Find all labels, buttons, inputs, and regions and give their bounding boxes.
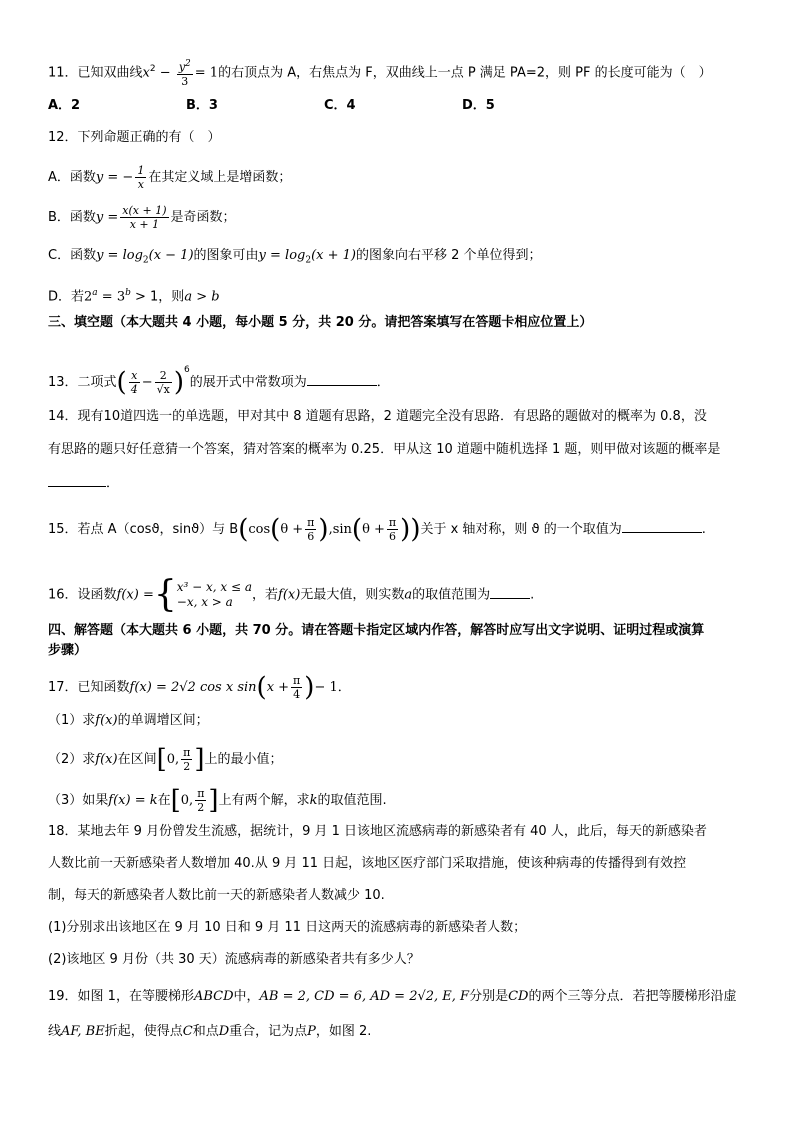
q15-post: 关于 x 轴对称，则 ϑ 的一个取值为 <box>420 522 622 537</box>
q12-c-f1: y = log <box>96 248 143 263</box>
q15-rparen-2: ) <box>400 514 411 545</box>
q19-and: 和点 <box>192 1024 219 1039</box>
q17-p3-rbracket: ] <box>208 785 219 816</box>
q17-p3-lbracket: [ <box>170 785 181 816</box>
q17-frac <box>291 674 302 701</box>
q11-x: x <box>142 65 150 81</box>
q19-l1-post: 的两个三等分点．若把等腰梯形沿虚 <box>528 989 737 1004</box>
q18-line-2: 人数比前一天新感染者人数增加 40.从 9 月 11 日起，该地区医疗部门采取措施，使该种病毒的传播得到有效控 <box>48 856 687 871</box>
q15-sin: sin <box>332 522 352 537</box>
q19-d: D <box>218 1024 230 1039</box>
q17-p2-f: f(x) <box>95 752 118 767</box>
q12-a-frac <box>135 164 146 191</box>
q19-p: P <box>307 1024 316 1039</box>
q12-a-post: 在其定义域上是增函数； <box>148 170 292 185</box>
q15-pi-2: π <box>388 516 397 529</box>
q12-d-a: a <box>92 288 98 298</box>
q14-line-2: 有思路的题只好任意猜一个答案，猜对答案的概率为 0.25．甲从这 10 道题中随机选择 1 题，则甲做对该题的概率是 <box>48 442 721 457</box>
q19-l1-mid2: 分别是 <box>469 989 509 1004</box>
q19-l2-pre: 线 <box>48 1024 62 1039</box>
q16-case-2: −x, x > a <box>176 595 233 609</box>
q17-p3-mid: 在 <box>157 793 171 808</box>
q11-option-b: B．3 <box>186 98 218 113</box>
q13-rparen: ) <box>173 367 184 398</box>
q15-lparen-outer: ( <box>238 514 249 545</box>
q12-a-func: y = − <box>95 170 134 185</box>
q15-rparen-1: ) <box>318 514 329 545</box>
q13-minus: − <box>141 375 153 390</box>
q12-b-func: y = <box>95 210 119 225</box>
q15-rparen-outer: ) <box>410 514 421 545</box>
q19-cd: CD <box>508 989 529 1004</box>
q12-b-num: x(x + 1) <box>122 204 167 217</box>
q11-den: 3 <box>181 74 189 88</box>
q15-end: . <box>701 522 706 537</box>
q17-part-2 <box>48 746 754 773</box>
q16-fx: f(x) = <box>116 587 154 603</box>
q13-d1: 4 <box>130 383 138 396</box>
q17-p3: （3）如果 <box>48 793 109 808</box>
q12-d-gt: > 1，则 <box>130 289 185 305</box>
q12-b-frac <box>120 204 168 231</box>
q19-line-1 <box>48 987 754 1007</box>
q17-p1-post: 的单调增区间； <box>117 713 209 728</box>
q13-frac1 <box>129 369 140 396</box>
q14-end: ． <box>106 476 120 491</box>
q16-cases <box>177 580 252 610</box>
q15-prefix: 15．若点 A（cosϑ，sinϑ）与 B <box>48 522 239 537</box>
q17-lparen: ( <box>256 672 267 703</box>
q17-k: k <box>309 793 318 808</box>
q14-line-1: 14．现有10道四选一的单选题，甲对其中 8 道题有思路，2 道题完全没有思路．有思路的题做对的概率为 0.8，没 <box>48 409 707 424</box>
q12-c-post: 的图象向右平移 2 个单位得到； <box>356 248 542 263</box>
q17-p2-zero: 0, <box>166 752 180 767</box>
q15-six-1: 6 <box>307 530 315 543</box>
q17-p2-frac <box>181 746 192 773</box>
q18-part-1: (1)分别求出该地区在 9 月 10 日和 9 月 11 日这两天的流感病毒的新感染者人数； <box>48 920 527 935</box>
q17-p1-f: f(x) <box>95 713 118 728</box>
q13-answer-blank[interactable] <box>307 371 377 386</box>
q17-four: 4 <box>293 688 301 701</box>
q16-post: 无最大值，则实数 <box>300 587 405 603</box>
q17-tail: − 1． <box>314 680 351 695</box>
q19-c: C <box>182 1024 193 1039</box>
q12-c-arg2: (x + 1) <box>311 248 356 263</box>
q17-p3-end: 的取值范围. <box>317 793 387 808</box>
q16-answer-blank[interactable] <box>490 584 530 599</box>
q19-l2-post: ，如图 2. <box>315 1024 372 1039</box>
q17-p2: （2）求 <box>48 752 96 767</box>
q17-p2-lbracket: [ <box>156 744 167 775</box>
q12-b-pre: B．函数 <box>48 210 96 225</box>
q17-p2-rbracket: ] <box>194 744 205 775</box>
q11-text: 的右顶点为 A，右焦点为 F，双曲线上一点 P 满足 PA=2，则 PF 的长度可能为（ ） <box>218 65 712 81</box>
q13-exp: 6 <box>183 365 190 375</box>
q11-eq: = 1 <box>194 65 219 81</box>
q19-abcd: ABCD <box>193 989 234 1004</box>
q15-cos: cos <box>248 522 271 537</box>
q12-c-base1: 2 <box>142 255 149 266</box>
q15-frac-1 <box>305 516 316 543</box>
q12-b-post: 是奇函数； <box>170 210 236 225</box>
q17-p2-mid: 在区间 <box>117 752 157 767</box>
q12-d-eq: = 3 <box>97 289 126 305</box>
q11-option-a: A．2 <box>48 98 81 113</box>
q17-p2-post: 上的最小值； <box>204 752 283 767</box>
q12-option-a <box>48 164 754 191</box>
q16-case-1: x³ − x, x ≤ a <box>176 580 253 594</box>
q12-c-base2: 2 <box>305 255 312 266</box>
q17-p3-two: 2 <box>197 801 205 814</box>
q16-a: a <box>404 587 413 603</box>
q15 <box>48 516 754 543</box>
q16-fx2: f(x) <box>278 587 301 603</box>
q15-theta-2: θ + <box>362 522 385 537</box>
q12-c-f2: y = log <box>258 248 306 263</box>
q12-a-num: 1 <box>137 164 145 177</box>
q11-option-c: C．4 <box>324 98 356 113</box>
q17-p3-frac <box>195 787 206 814</box>
q17-prefix: 17．已知函数 <box>48 680 130 695</box>
q13-end: ． <box>376 375 390 390</box>
q11-fraction: $\frac{y^2}{3}$ <box>178 59 191 88</box>
q17-p3-f: f(x) = k <box>108 793 158 808</box>
q16-brace: { <box>153 574 177 615</box>
q13-d2: √x <box>156 383 170 396</box>
q17-func: f(x) = 2√2 cos x sin <box>129 680 257 695</box>
q16-prefix: 16．设函数 <box>48 587 117 603</box>
q16-post2: 的取值范围为 <box>412 587 491 603</box>
q18-line-1: 18．某地去年 9 月份曾发生流感，据统计，9 月 1 日该地区流感病毒的新感染者有 40 人，此后，每天的新感染者 <box>48 824 707 839</box>
q11-options <box>48 96 754 116</box>
q13-prefix: 13．二项式 <box>48 375 117 390</box>
q11-prefix: 11．已知双曲线 <box>48 65 143 81</box>
q14-line-3 <box>48 472 754 494</box>
q12-d-two: 2 <box>84 289 93 305</box>
q13-n2: 2 <box>155 369 172 383</box>
q14-answer-blank[interactable] <box>48 472 106 487</box>
q13-post: 的展开式中常数项为 <box>189 375 307 390</box>
section-4-heading-line-2: 步骤） <box>48 643 88 658</box>
q11-stem: 11．已知双曲线$x^2$ − $\frac{y^2}{3}$ = 1的右顶点为 A，右焦点为 F，双曲线上一点 P 满足 PA=2，则 PF 的长度可能为（ ） <box>48 59 712 88</box>
q17-part-1 <box>48 711 754 731</box>
section-3-heading: 三、填空题（本大题共 4 小题，每小题 5 分，共 20 分。请把答案填写在答题卡相应位置上） <box>48 315 593 330</box>
q17-pi: π <box>293 674 301 687</box>
q17-part-3 <box>48 787 754 814</box>
q15-lparen-2: ( <box>351 514 363 545</box>
q17-p2-two: 2 <box>183 760 191 773</box>
q19-afbe: AF, BE <box>61 1024 105 1039</box>
q12-a-den: x <box>137 178 144 191</box>
q18-line-3: 制，每天的新感染者人数比前一天的新感染者人数减少 10. <box>48 888 385 903</box>
q13 <box>48 360 754 396</box>
q12-d-pre: D．若 <box>48 289 85 305</box>
q13-frac2 <box>155 369 172 396</box>
q15-answer-blank[interactable] <box>622 518 702 533</box>
q16-end: . <box>530 587 535 603</box>
q12-c-arg1: (x − 1) <box>148 248 194 263</box>
q13-lparen: ( <box>116 367 127 398</box>
q12-option-c <box>48 246 754 271</box>
q12-option-d <box>48 283 754 307</box>
q17-p1: （1）求 <box>48 713 96 728</box>
q11-minus: − <box>159 65 171 81</box>
section-4-heading-line-1: 四、解答题（本大题共 6 小题，共 70 分。请在答题卡指定区域内作答，解答时应写出文字说明、证明过程或演算 <box>48 623 705 638</box>
q12-option-b <box>48 204 754 231</box>
q11-option-d: D．5 <box>462 98 495 113</box>
q18-part-2: (2)该地区 9 月份（共 30 天）流感病毒的新感染者共有多少人？ <box>48 952 420 967</box>
q12-d-res: a > b <box>184 289 220 305</box>
q12-b-den: x + 1 <box>129 218 160 231</box>
q12-c-mid: 的图象可由 <box>193 248 259 263</box>
q17-p3-zero: 0, <box>180 793 194 808</box>
q19-l2-mid2: 重合，记为点 <box>229 1024 308 1039</box>
q15-six-2: 6 <box>389 530 397 543</box>
q17-p3-post: 上有两个解，求 <box>218 793 310 808</box>
q15-frac-2 <box>387 516 398 543</box>
q19-l1-pre: 19．如图 1，在等腰梯形 <box>48 989 194 1004</box>
q13-n1: x <box>129 369 140 383</box>
q17-rparen: ) <box>304 672 315 703</box>
q17-p3-pi: π <box>197 787 205 800</box>
q15-pi-1: π <box>307 516 315 529</box>
q17-inner: x + <box>266 680 290 695</box>
q19-line-2 <box>48 1022 754 1042</box>
q12-a-pre: A．函数 <box>48 170 96 185</box>
q11-y: y <box>178 60 186 74</box>
q19-l2-mid: 折起，使得点 <box>104 1024 183 1039</box>
q17-stem <box>48 674 754 701</box>
q15-theta-1: θ + <box>280 522 304 537</box>
q12-c-pre: C．函数 <box>48 248 97 263</box>
q15-comma: , <box>328 522 333 537</box>
q15-lparen-1: ( <box>270 514 281 545</box>
q12-d-b: b <box>125 288 131 298</box>
q19-cond: AB = 2, CD = 6, AD = 2√2, E, F <box>259 989 470 1004</box>
q16-mid: ，若 <box>252 587 279 603</box>
q17-p2-pi: π <box>183 746 191 759</box>
q16 <box>48 574 754 615</box>
q19-l1-mid: 中， <box>233 989 260 1004</box>
q12-stem: 12．下列命题正确的有（ ） <box>48 130 221 145</box>
